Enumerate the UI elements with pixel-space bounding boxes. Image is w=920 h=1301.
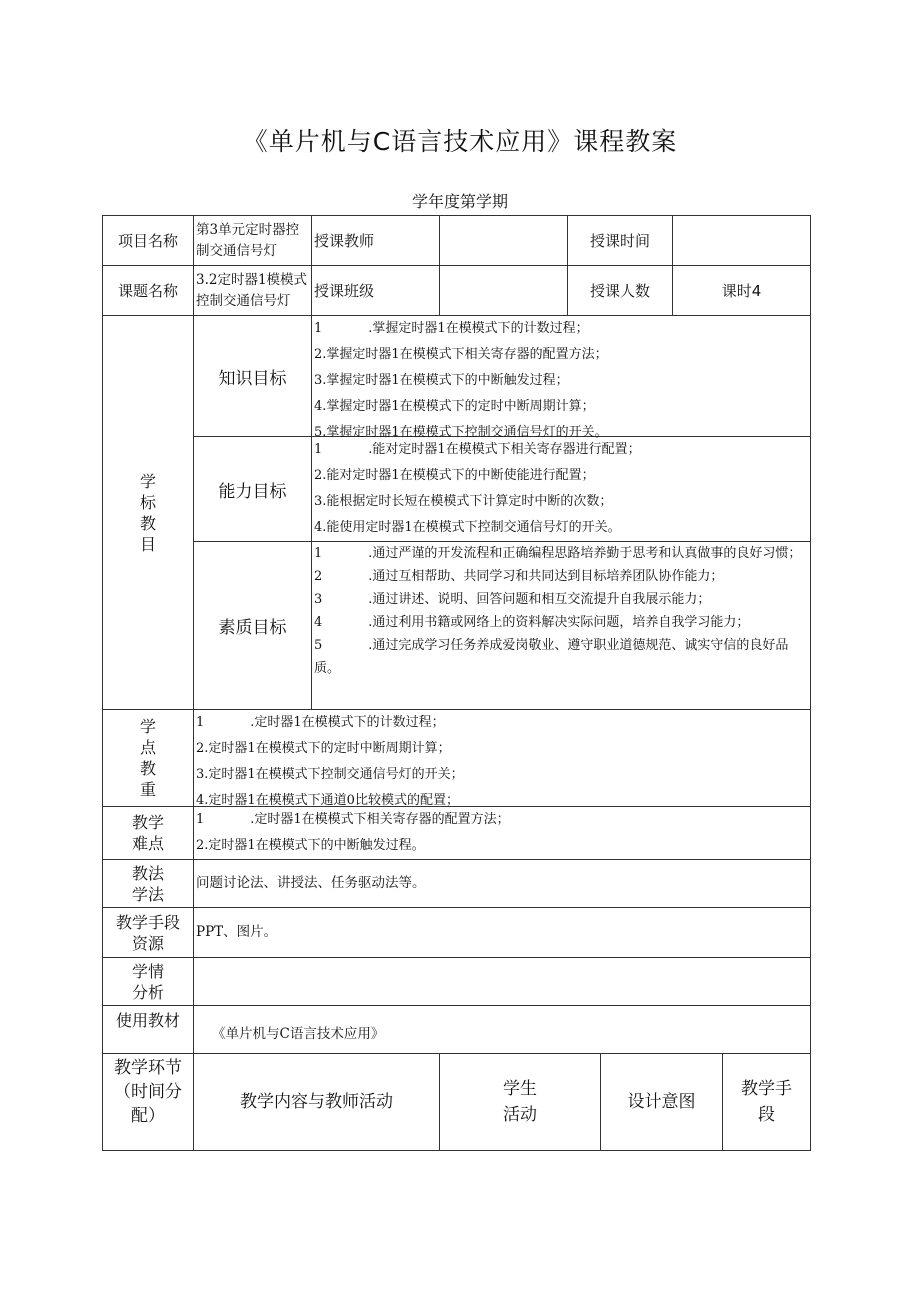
analysis-label: 学情分析 bbox=[103, 958, 194, 1006]
knowledge-list bbox=[312, 316, 811, 440]
topic-value: 3.2定时器1模模式控制交通信号灯 bbox=[194, 266, 312, 316]
count-label: 授课人数 bbox=[568, 266, 673, 316]
quality-list bbox=[312, 542, 811, 710]
list-item: 5 .通过完成学习任务养成爱岗敬业、遵守职业道德规范、诚实守信的良好品质。 bbox=[314, 638, 789, 676]
list-item: 4.能使用定时器1在模模式下控制交通信号灯的开关。 bbox=[314, 520, 621, 535]
ability-label: 能力目标 bbox=[194, 437, 312, 542]
list-item: 5.掌握定时器1在模模式下控制交通信号灯的开关。 bbox=[314, 425, 608, 440]
analysis-value bbox=[194, 958, 811, 1006]
textbook-label: 使用教材 bbox=[103, 1006, 194, 1054]
list-item: 3 .通过讲述、说明、回答问题和相互交流提升自我展示能力； bbox=[314, 592, 711, 607]
knowledge-label: 知识目标 bbox=[194, 316, 312, 437]
textbook-value: 《单片机与C语言技术应用》 bbox=[194, 1006, 811, 1054]
project-label: 项目名称 bbox=[103, 216, 194, 266]
lesson-plan-table bbox=[102, 215, 811, 1151]
list-item: 2.定时器1在模模式下的定时中断周期计算； bbox=[196, 741, 451, 756]
list-item: 4.定时器1在模模式下通道0比较模式的配置； bbox=[196, 793, 459, 808]
ability-row bbox=[103, 437, 811, 542]
key-points-label: 学点教重 bbox=[103, 710, 194, 807]
analysis-row bbox=[103, 958, 811, 1006]
difficulties-row bbox=[103, 807, 811, 860]
list-item: 4.掌握定时器1在模模式下的定时中断周期计算； bbox=[314, 399, 595, 414]
list-item: 1 .掌握定时器1在模模式下的计数过程； bbox=[314, 321, 589, 336]
resources-row bbox=[103, 908, 811, 958]
goals-label: 学标教目 bbox=[103, 316, 194, 710]
process-col-content: 教学内容与教师活动 bbox=[194, 1054, 440, 1151]
page-subtitle: 学年度第学期 bbox=[411, 192, 508, 211]
list-item: 1 .能对定时器1在模模式下相关寄存器进行配置； bbox=[314, 442, 641, 457]
quality-row bbox=[103, 542, 811, 710]
teacher-label: 授课教师 bbox=[312, 216, 440, 266]
time-value bbox=[673, 216, 811, 266]
resources-label: 教学手段资源 bbox=[103, 908, 194, 958]
topic-label: 课题名称 bbox=[103, 266, 194, 316]
methods-value: 问题讨论法、讲授法、任务驱动法等。 bbox=[194, 860, 811, 908]
list-item: 1 .定时器1在模模式下相关寄存器的配置方法； bbox=[196, 812, 510, 827]
list-item: 1 .通过严谨的开发流程和正确编程思路培养勤于思考和认真做事的良好习惯； bbox=[314, 546, 802, 561]
list-item: 2.定时器1在模模式下的中断触发过程。 bbox=[196, 838, 425, 853]
methods-row bbox=[103, 860, 811, 908]
list-item: 2 .通过互相帮助、共同学习和共同达到目标培养团队协作能力； bbox=[314, 569, 724, 584]
textbook-row bbox=[103, 1006, 811, 1054]
ability-list bbox=[312, 437, 811, 542]
topic-row bbox=[103, 266, 811, 316]
process-header-row bbox=[103, 1054, 811, 1151]
list-item: 2.能对定时器1在模模式下的中断使能进行配置； bbox=[314, 468, 595, 483]
page-title: 《单片机与C语言技术应用》课程教案 bbox=[242, 127, 678, 156]
list-item: 3.能根据定时长短在模模式下计算定时中断的次数； bbox=[314, 494, 613, 509]
teacher-value bbox=[440, 216, 568, 266]
list-item: 3.掌握定时器1在模模式下的中断触发过程； bbox=[314, 373, 569, 388]
methods-label: 教法学法 bbox=[103, 860, 194, 908]
class-value bbox=[440, 266, 568, 316]
key-points-row bbox=[103, 710, 811, 807]
list-item: 3.定时器1在模模式下控制交通信号灯的开关； bbox=[196, 767, 464, 782]
project-row bbox=[103, 216, 811, 266]
class-label: 授课班级 bbox=[312, 266, 440, 316]
resources-value: PPT、图片。 bbox=[194, 908, 811, 958]
process-col-intent: 设计意图 bbox=[601, 1054, 723, 1151]
list-item: 1 .定时器1在模模式下的计数过程； bbox=[196, 715, 445, 730]
knowledge-row bbox=[103, 316, 811, 437]
hours-value: 课时4 bbox=[673, 266, 811, 316]
process-col-means: 教学手段 bbox=[723, 1054, 811, 1151]
process-col-stage: 教学环节（时间分配） bbox=[103, 1054, 194, 1151]
key-points-list bbox=[194, 710, 811, 807]
project-value: 第3单元定时器控制交通信号灯 bbox=[194, 216, 312, 266]
difficulties-list bbox=[194, 807, 811, 860]
process-col-student: 学生活动 bbox=[440, 1054, 601, 1151]
time-label: 授课时间 bbox=[568, 216, 673, 266]
list-item: 2.掌握定时器1在模模式下相关寄存器的配置方法； bbox=[314, 347, 608, 362]
list-item: 4 .通过利用书籍或网络上的资料解决实际问题，培养自我学习能力； bbox=[314, 615, 750, 630]
difficulties-label: 教学难点 bbox=[103, 807, 194, 860]
quality-label: 素质目标 bbox=[194, 542, 312, 710]
